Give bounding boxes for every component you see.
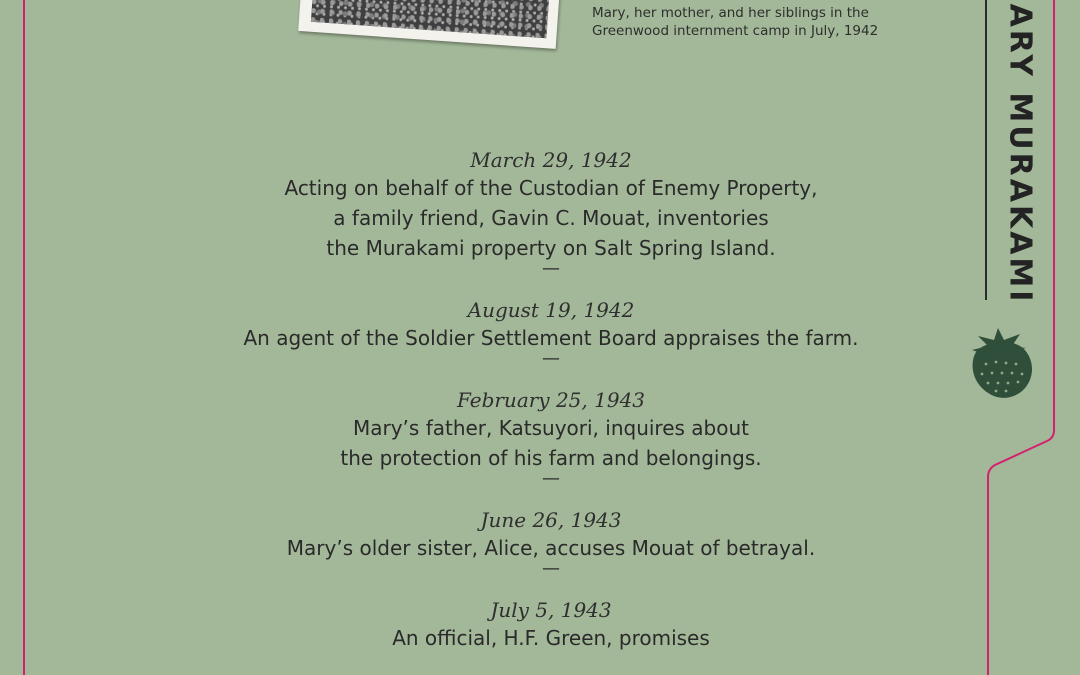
timeline-entry: [200, 387, 902, 491]
entry-text: An agent of the Soldier Settlement Board appraises the farm.: [243, 326, 859, 350]
entry-text: Mary’s older sister, Alice, accuses Mouat of betrayal.: [286, 536, 816, 560]
entry-date: March 29, 1942: [470, 148, 632, 172]
side-title: [990, 0, 1050, 305]
entry-separator: —: [542, 468, 560, 489]
side-title-text: ARY MURAKAMI: [1002, 3, 1038, 305]
timeline-entry: [200, 297, 902, 371]
photo-image: [311, 0, 550, 38]
timeline-entry: [200, 507, 902, 581]
caption-line: Greenwood internment camp in July, 1942: [592, 23, 879, 39]
entry-date: February 25, 1943: [456, 388, 646, 412]
entry-separator: —: [542, 258, 560, 279]
entry-separator: —: [542, 558, 560, 579]
entry-date: July 5, 1943: [490, 598, 612, 622]
photo-caption: [592, 4, 912, 40]
timeline: [200, 147, 902, 653]
entry-text: the Murakami property on Salt Spring Island.: [326, 236, 776, 260]
entry-date: June 26, 1943: [480, 508, 622, 532]
title-rule: [985, 0, 987, 300]
entry-separator: —: [542, 348, 560, 369]
caption-line: Mary, her mother, and her siblings in the: [592, 5, 869, 21]
entry-text: the protection of his farm and belongings.: [340, 446, 762, 470]
strawberry-icon: [966, 326, 1036, 400]
entry-text: Acting on behalf of the Custodian of Enemy Property,: [284, 176, 818, 200]
timeline-entry: [200, 597, 902, 653]
entry-text: a family friend, Gavin C. Mouat, inventories: [333, 206, 769, 230]
entry-text: Mary’s father, Katsuyori, inquires about: [352, 416, 749, 440]
entry-text: An official, H.F. Green, promises: [392, 626, 710, 650]
timeline-entry: [200, 147, 902, 281]
entry-date: August 19, 1942: [467, 298, 635, 322]
